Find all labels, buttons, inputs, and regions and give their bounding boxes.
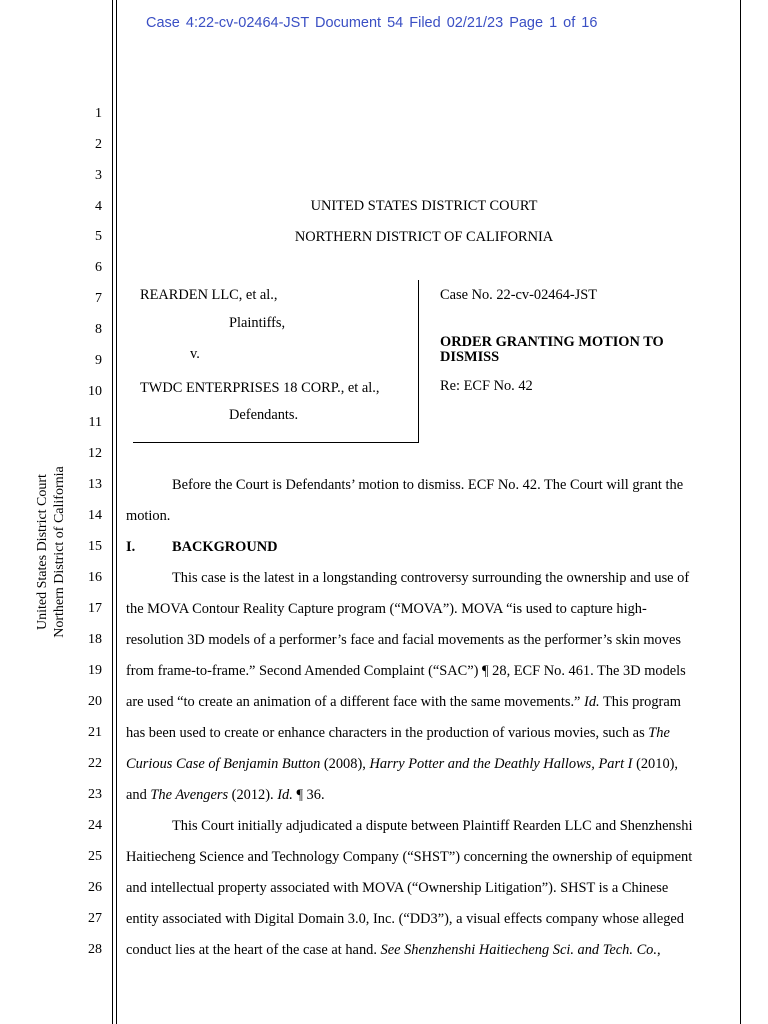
caption-divider-horizontal — [133, 442, 419, 443]
line-number: 10 — [88, 384, 102, 399]
paragraph-1-line-5 — [126, 694, 681, 711]
court-sidebar-label — [34, 466, 68, 637]
line-number: 11 — [88, 415, 102, 430]
line-number: 8 — [95, 322, 102, 337]
line-number: 12 — [88, 446, 102, 461]
line-number: 14 — [88, 508, 102, 523]
paragraph-1-line-4: from frame-to-frame.” Second Amended Complaint (“SAC”) ¶ 28, ECF No. 461. The 3D models — [126, 663, 686, 679]
line-number: 20 — [88, 694, 102, 709]
sidebar-court: United States District Court — [35, 474, 50, 630]
paragraph-1-line-2: the MOVA Contour Reality Capture program (“MOVA”). MOVA “is used to capture high- — [126, 601, 647, 617]
text-span: (2010), — [632, 756, 679, 772]
paragraph-1-line-6 — [126, 725, 670, 742]
filed-date: Filed 02/21/23 — [409, 15, 504, 31]
paragraph-2-line-1: This Court initially adjudicated a dispute between Plaintiff Rearden LLC and Shenzhenshi — [172, 818, 693, 834]
paragraph-2-line-3: and intellectual property associated with MOVA (“Ownership Litigation”). SHST is a Chinese — [126, 880, 669, 896]
defendant-role: Defendants. — [229, 407, 299, 423]
line-number: 22 — [88, 756, 102, 771]
text-span: This program — [599, 694, 681, 710]
paragraph-1-line-7 — [126, 756, 678, 773]
plaintiff-name: REARDEN LLC, et al., — [140, 287, 278, 303]
sidebar-district: Northern District of California — [52, 466, 67, 638]
text-span: conduct lies at the heart of the case at hand. — [126, 942, 381, 958]
movie-title: Harry Potter and the Deathly Hallows, Part I — [369, 756, 633, 772]
margin-line-left-outer — [112, 0, 113, 1024]
line-number: 15 — [88, 539, 102, 554]
line-number: 28 — [88, 942, 102, 957]
order-title-line-2: DISMISS — [440, 349, 500, 365]
text-span: (2008), — [320, 756, 370, 772]
paragraph-1-line-8 — [126, 787, 325, 804]
paragraph-1-line-1: This case is the latest in a longstanding controversy surrounding the ownership and use of — [172, 570, 690, 586]
text-span: and — [126, 787, 151, 803]
line-number: 6 — [95, 260, 102, 275]
paragraph-2-line-4: entity associated with Digital Domain 3.0, Inc. (“DD3”), a visual effects company whose alleged — [126, 911, 685, 927]
case-citation: See Shenzhenshi Haitiecheng Sci. and Tech. Co. — [380, 942, 657, 958]
line-number: 9 — [95, 353, 102, 368]
court-name: UNITED STATES DISTRICT COURT — [310, 198, 538, 214]
paragraph-1-line-3: resolution 3D models of a performer’s face and facial movements as the performer’s skin moves — [126, 632, 681, 648]
caption-divider-vertical — [418, 280, 419, 443]
court-district: NORTHERN DISTRICT OF CALIFORNIA — [294, 229, 554, 245]
citation-id: Id. — [584, 694, 600, 710]
section-heading: BACKGROUND — [172, 539, 278, 555]
line-number: 7 — [95, 291, 102, 306]
plaintiff-role: Plaintiffs, — [229, 315, 286, 331]
paragraph-2-line-5 — [126, 942, 661, 959]
text-span: , — [656, 942, 661, 958]
movie-title: The — [648, 725, 670, 741]
line-number: 17 — [88, 601, 102, 616]
margin-line-right — [740, 0, 741, 1024]
ecf-header — [146, 15, 597, 31]
line-number: 2 — [95, 137, 102, 152]
line-number: 21 — [88, 725, 102, 740]
versus: v. — [190, 346, 200, 362]
line-number: 27 — [88, 911, 102, 926]
margin-line-left-inner — [116, 0, 117, 1024]
line-number: 19 — [88, 663, 102, 678]
line-number: 24 — [88, 818, 102, 833]
line-number: 13 — [88, 477, 102, 492]
line-number: 23 — [88, 787, 102, 802]
line-number: 1 — [95, 106, 102, 121]
page-indicator: Page 1 of 16 — [509, 15, 598, 31]
text-span: ¶ 36. — [292, 787, 325, 803]
movie-title: The Avengers — [150, 787, 229, 803]
line-number: 5 — [95, 229, 102, 244]
text-span: has been used to create or enhance characters in the production of various movies, such as — [126, 725, 649, 741]
paragraph-2-line-2: Haitiecheng Science and Technology Company (“SHST”) concerning the ownership of equipment — [126, 849, 693, 865]
defendant-name: TWDC ENTERPRISES 18 CORP., et al., — [140, 380, 380, 396]
line-number: 25 — [88, 849, 102, 864]
section-number: I. — [126, 539, 136, 555]
intro-line-1: Before the Court is Defendants’ motion to dismiss. ECF No. 42. The Court will grant the — [172, 477, 684, 493]
document-number: Document 54 — [314, 15, 404, 31]
intro-line-2: motion. — [126, 508, 171, 524]
order-title-line-1: ORDER GRANTING MOTION TO — [440, 334, 664, 350]
line-number: 26 — [88, 880, 102, 895]
ecf-reference: Re: ECF No. 42 — [440, 378, 533, 394]
text-span: are used “to create an animation of a different face with the same movements.” — [126, 694, 585, 710]
line-number: 3 — [95, 168, 102, 183]
case-number-header: Case 4:22-cv-02464-JST — [146, 15, 309, 31]
movie-title: Curious Case of Benjamin Button — [126, 756, 321, 772]
line-number: 18 — [88, 632, 102, 647]
text-span: (2012). — [228, 787, 278, 803]
case-number: Case No. 22-cv-02464-JST — [440, 287, 598, 303]
line-number: 4 — [95, 199, 102, 214]
line-number: 16 — [88, 570, 102, 585]
citation-id: Id. — [277, 787, 293, 803]
